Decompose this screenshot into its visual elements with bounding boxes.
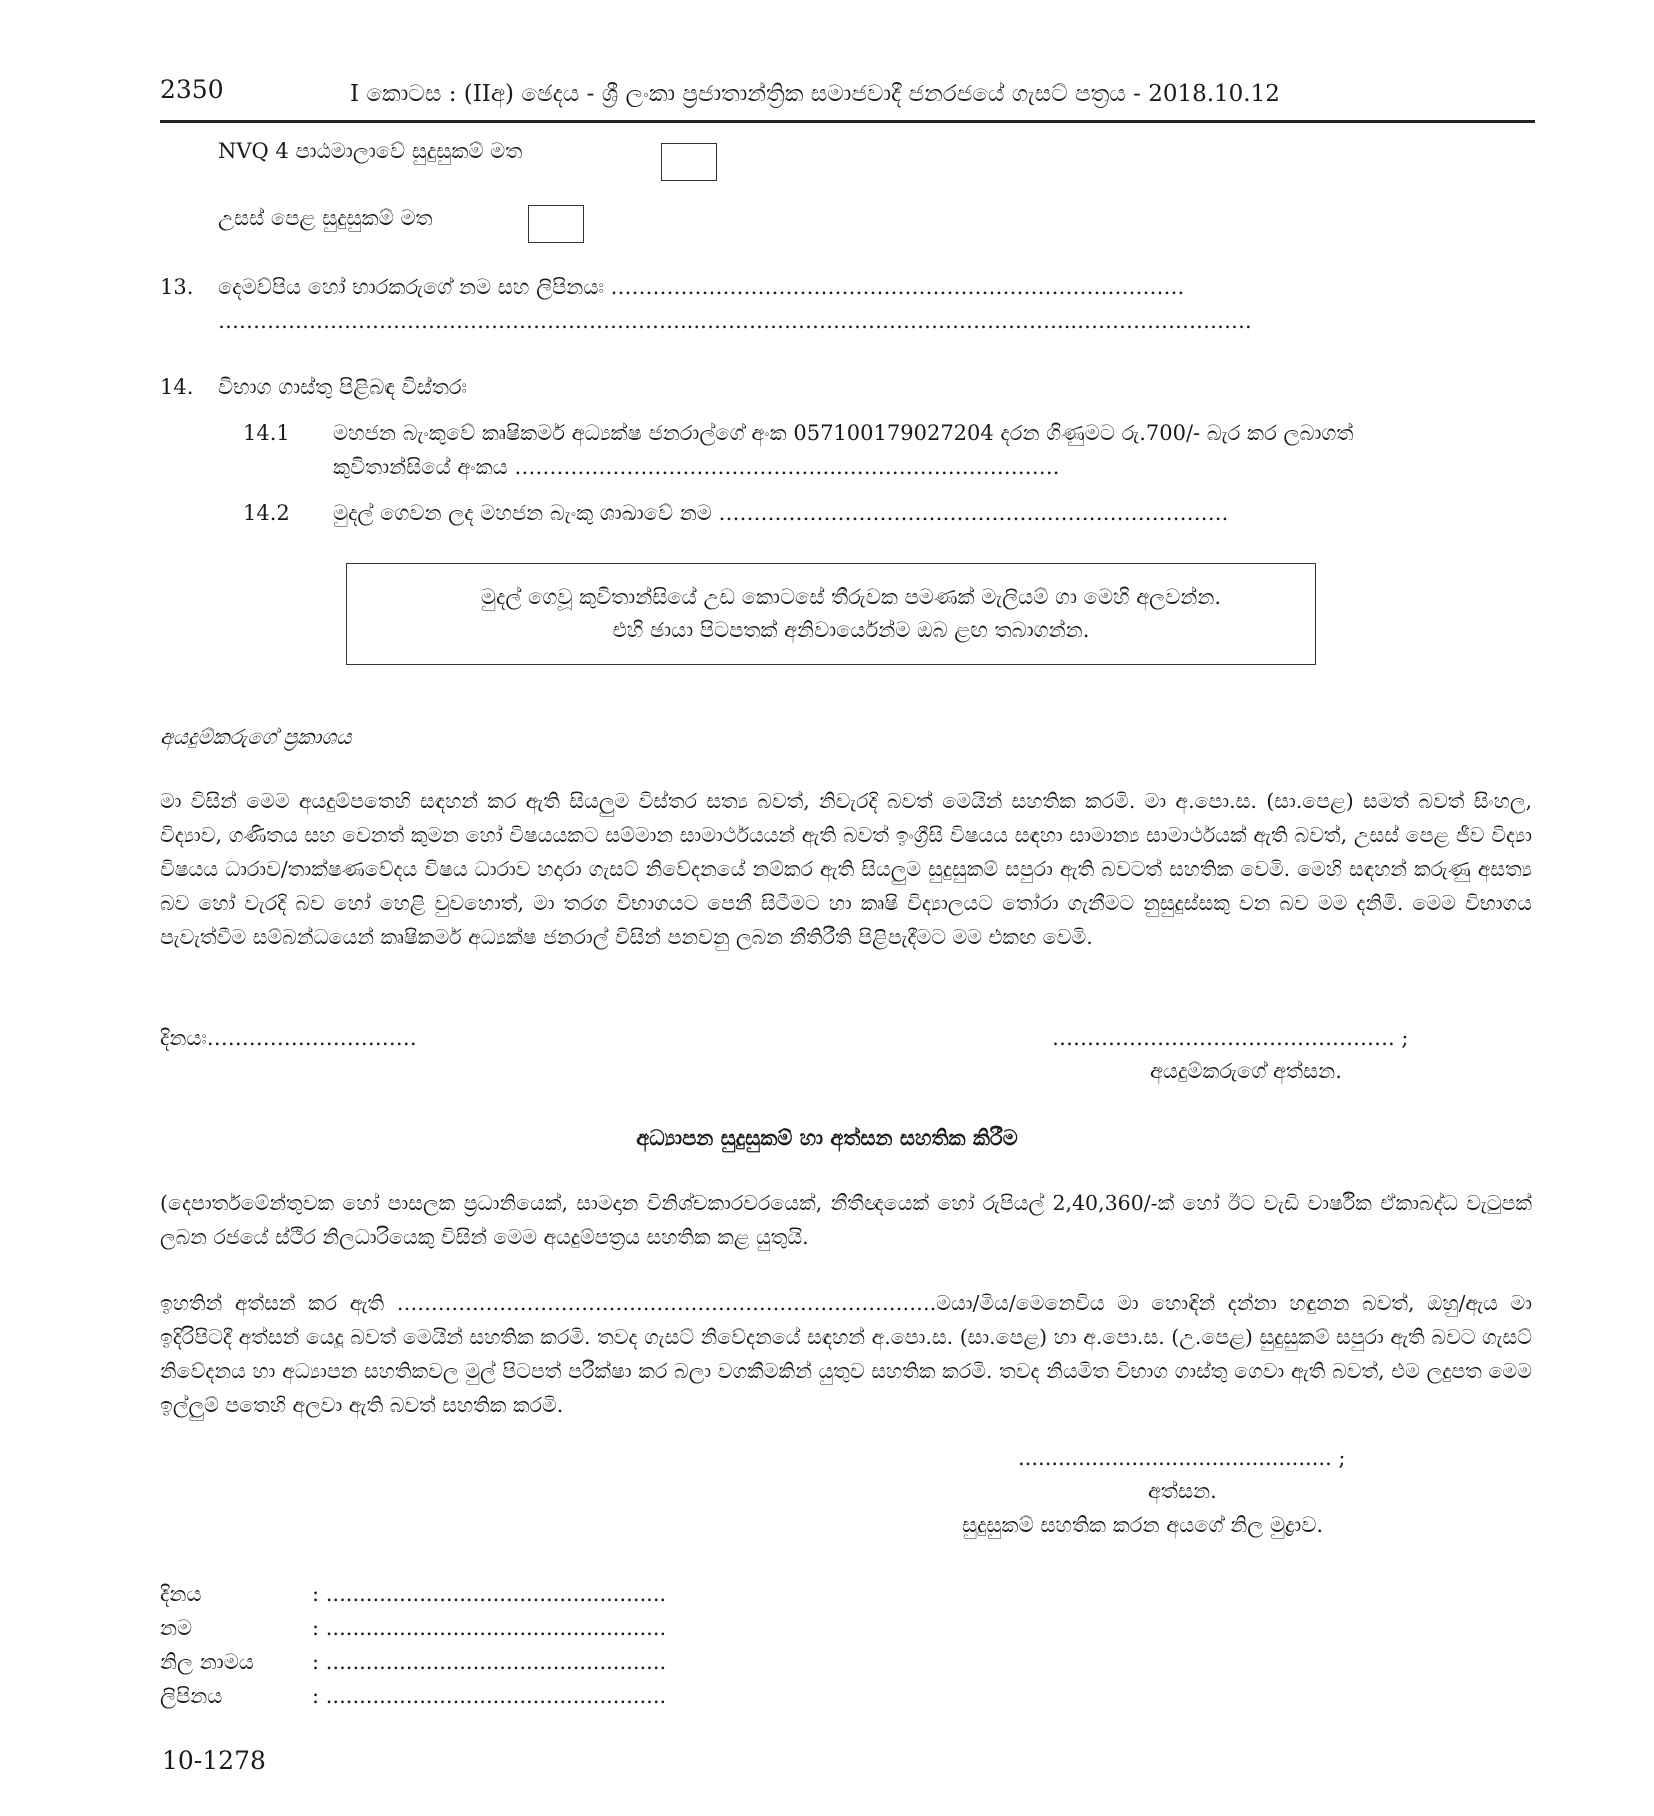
applicant-signature-label: අයදුම්කරුගේ අත්සන. (1150, 1059, 1342, 1083)
option-nvq-checkbox[interactable] (661, 143, 717, 181)
footer-date-field[interactable]: : ................................................... (312, 1582, 667, 1607)
applicant-signature-field[interactable]: …………………………………………. ; (1052, 1026, 1409, 1050)
footer-label: නිල නාමය (160, 1650, 254, 1675)
option-al-label: උසස් පෙළ සුදුසුකම් මත (218, 206, 433, 230)
receipt-number-field[interactable]: කුවිතාන්සියේ අංකය ………………………………………..…………………………. (333, 455, 1060, 479)
gazette-header-title: I කොටස : (IIඅ) ඡෙදය - ශ්‍රී ලංකා ප්‍රජාතාන්ත්‍රික සමාජවාදී ජනරජයේ ගැසට් පත්‍රය - 2018.10.12 (350, 81, 1280, 107)
notice-line-2: එහි ඡායා පිටපතක් අනිවාර්යෙන්ම ඔබ ළඟ තබාගන්න. (612, 618, 1090, 642)
official-seal-label: සුදුසුකම් සහතික කරන අයගේ නිල මුද්‍රාව. (962, 1513, 1324, 1537)
bank-deposit-instruction: මහජන බැංකුවේ කෘෂිකර්ම අධ්‍යක්ෂ ජනරාල්ගේ අංක 057100179027204 දරන ගිණුමට රු.700/- බැර කර ලබාගත් (333, 421, 1354, 445)
item-14-1-number: 14.1 (243, 421, 290, 445)
footer-row-date (160, 1578, 666, 1612)
declaration-body: මා විසින් මෙම අයදුම්පතෙහි සඳහන් කර ඇති සියලුම විස්තර සත්‍ය බවත්, නිවැරදි බවත් මෙයින් සහතික කරමි. මා අ.පො.ස. (සා.පෙළ) සමත් බවත් සිංහල, විද්‍යාව, ගණිතය සහ වෙනත් කුමන හෝ විෂයයකට සම්මාන සාමාර්ථයයන් ඇති බවත් ඉංග්‍රීසි විෂයය සඳහා සාමාන්‍ය සාමාර්ථයක් ඇති බවත්, උසස් පෙළ ජීව විද්‍යා විෂයය ධාරාව/තාක්ෂණවේදය විෂය ධාරාව හදාරා ගැසට් නිවේදනයේ නම්කර ඇති සියලුම සුදුසුකම් සපුරා ඇති බවටත් සහතික වෙමි. මෙහි සඳහන් කරුණු අසත්‍ය බව හෝ වැරදි බව හෝ හෙළි වුවහොත්, මා තරග විභාගයට පෙනී සිටීමට හා කෘෂි විද්‍යාලයට තෝරා ගැනීමට නුසුදුස්සකු වන බව මම දනිමි. මෙම විභාගය පැවැත්වීම සම්බන්ධයෙන් කෘෂිකර්ම අධ්‍යක්ෂ ජනරාල් විසින් පනවනු ලබන නීතිරීති පිළිපැදීමට මම එකඟ වෙමි. (160, 789, 1532, 949)
header-divider (160, 120, 1535, 123)
footer-name-field[interactable]: : ................................................... (312, 1616, 667, 1641)
footer-row-name (160, 1612, 666, 1646)
footer-label: ලිපිනය (160, 1684, 223, 1709)
page-number: 2350 (160, 75, 224, 104)
declaration-date-field[interactable]: දිනයඃ………………………… (160, 1026, 417, 1050)
item-14-2-number: 14.2 (243, 501, 290, 525)
document-code: 10-1278 (162, 1746, 266, 1775)
footer-designation-field[interactable]: : ................................................... (312, 1650, 667, 1675)
certification-body: ඉහතින් අත්සන් කර ඇති …………………………………………………………………….මයා/මිය/මෙනෙවිය මා හොඳින් දන්නා හඳුනන බවත්, ඔහු/ඇය මා ඉදිරිපිටදී අත්සන් යෙදූ බවත් මෙයින් සහතික කරමි. තවද ගැසට් නිවේදනයේ සඳහන් අ.පො.ස. (සා.පෙළ) හා අ.පො.ස. (උ.පෙළ) සුදුසුකම් සපුරා ඇති බවට ගැසට් නිවේදනය හා අධ්‍යාපන සහතිකවල මුල් පිටපත් පරීක්ෂා කර බලා වගකීමකින් යුතුව සහතික කරමි. තවද නියමිත විභාග ගාස්තු ගෙවා ඇති බවත්, එම ලදුපත මෙම ඉල්ලුම් පතෙහි අලවා ඇති බවත් සහතික කරමි. (160, 1291, 1532, 1417)
declaration-heading: අයදුම්කරුගේ ප්‍රකාශය (160, 725, 352, 749)
option-al-checkbox[interactable] (528, 205, 584, 243)
footer-row-designation (160, 1646, 666, 1680)
guardian-address-field[interactable]: …………………………………………………………...……………………………………………...……………………. (218, 309, 1252, 333)
certifier-details-table (160, 1578, 666, 1714)
item-13-number: 13. (160, 275, 194, 299)
certifier-signature-field[interactable]: ............................................... ; (1018, 1446, 1346, 1470)
bank-branch-field[interactable]: මුදල් ගෙවන ලද මහජන බැංකු ශාඛාවේ නම ………………………………………...……………………. (333, 501, 1229, 525)
notice-line-1: මුදල් ගෙවූ කුවිතාන්සියේ උඩ කොටසේ තීරුවක පමණක් මැලියම් ගා මෙහි අලවන්න. (480, 585, 1222, 610)
certification-heading: අධ්‍යාපන සුදුසුකම් හා අත්සන සහතික කිරීම (636, 1125, 1018, 1150)
receipt-paste-box (346, 563, 1316, 665)
footer-label: නම (160, 1616, 193, 1641)
exam-fee-details-heading: විභාග ගාස්තු පිළිබඳ විස්තරඃ (218, 375, 467, 399)
option-nvq-label: NVQ 4 පාඨමාලාවේ සුදුසුකම් මත (218, 139, 523, 163)
guardian-name-address-label: දෙමව්පිය හෝ භාරකරුගේ නම සහ ලිපිනයඃ ………………………………………………………………………. (218, 275, 1185, 299)
footer-address-field[interactable]: : ................................................... (312, 1684, 667, 1709)
footer-row-address (160, 1680, 666, 1714)
footer-label: දිනය (160, 1582, 202, 1607)
certifier-signature-label: අත්සන. (1148, 1479, 1217, 1503)
item-14-number: 14. (160, 375, 194, 399)
certification-note: (දෙපාර්තමේන්තුවක හෝ පාසලක ප්‍රධානියෙක්, සාමදාන විනිශ්චකාරවරයෙක්, නීතීඥයෙක් හෝ රුපියල් 2,40,360/-ක් හෝ ඊට වැඩි වාර්ෂික ඒකාබද්ධ වැටුපක් ලබන රජයේ ස්ථිර නිලධාරියෙකු විසින් මෙම අයදුම්පත්‍රය සහතික කළ යුතුයි. (160, 1191, 1532, 1249)
